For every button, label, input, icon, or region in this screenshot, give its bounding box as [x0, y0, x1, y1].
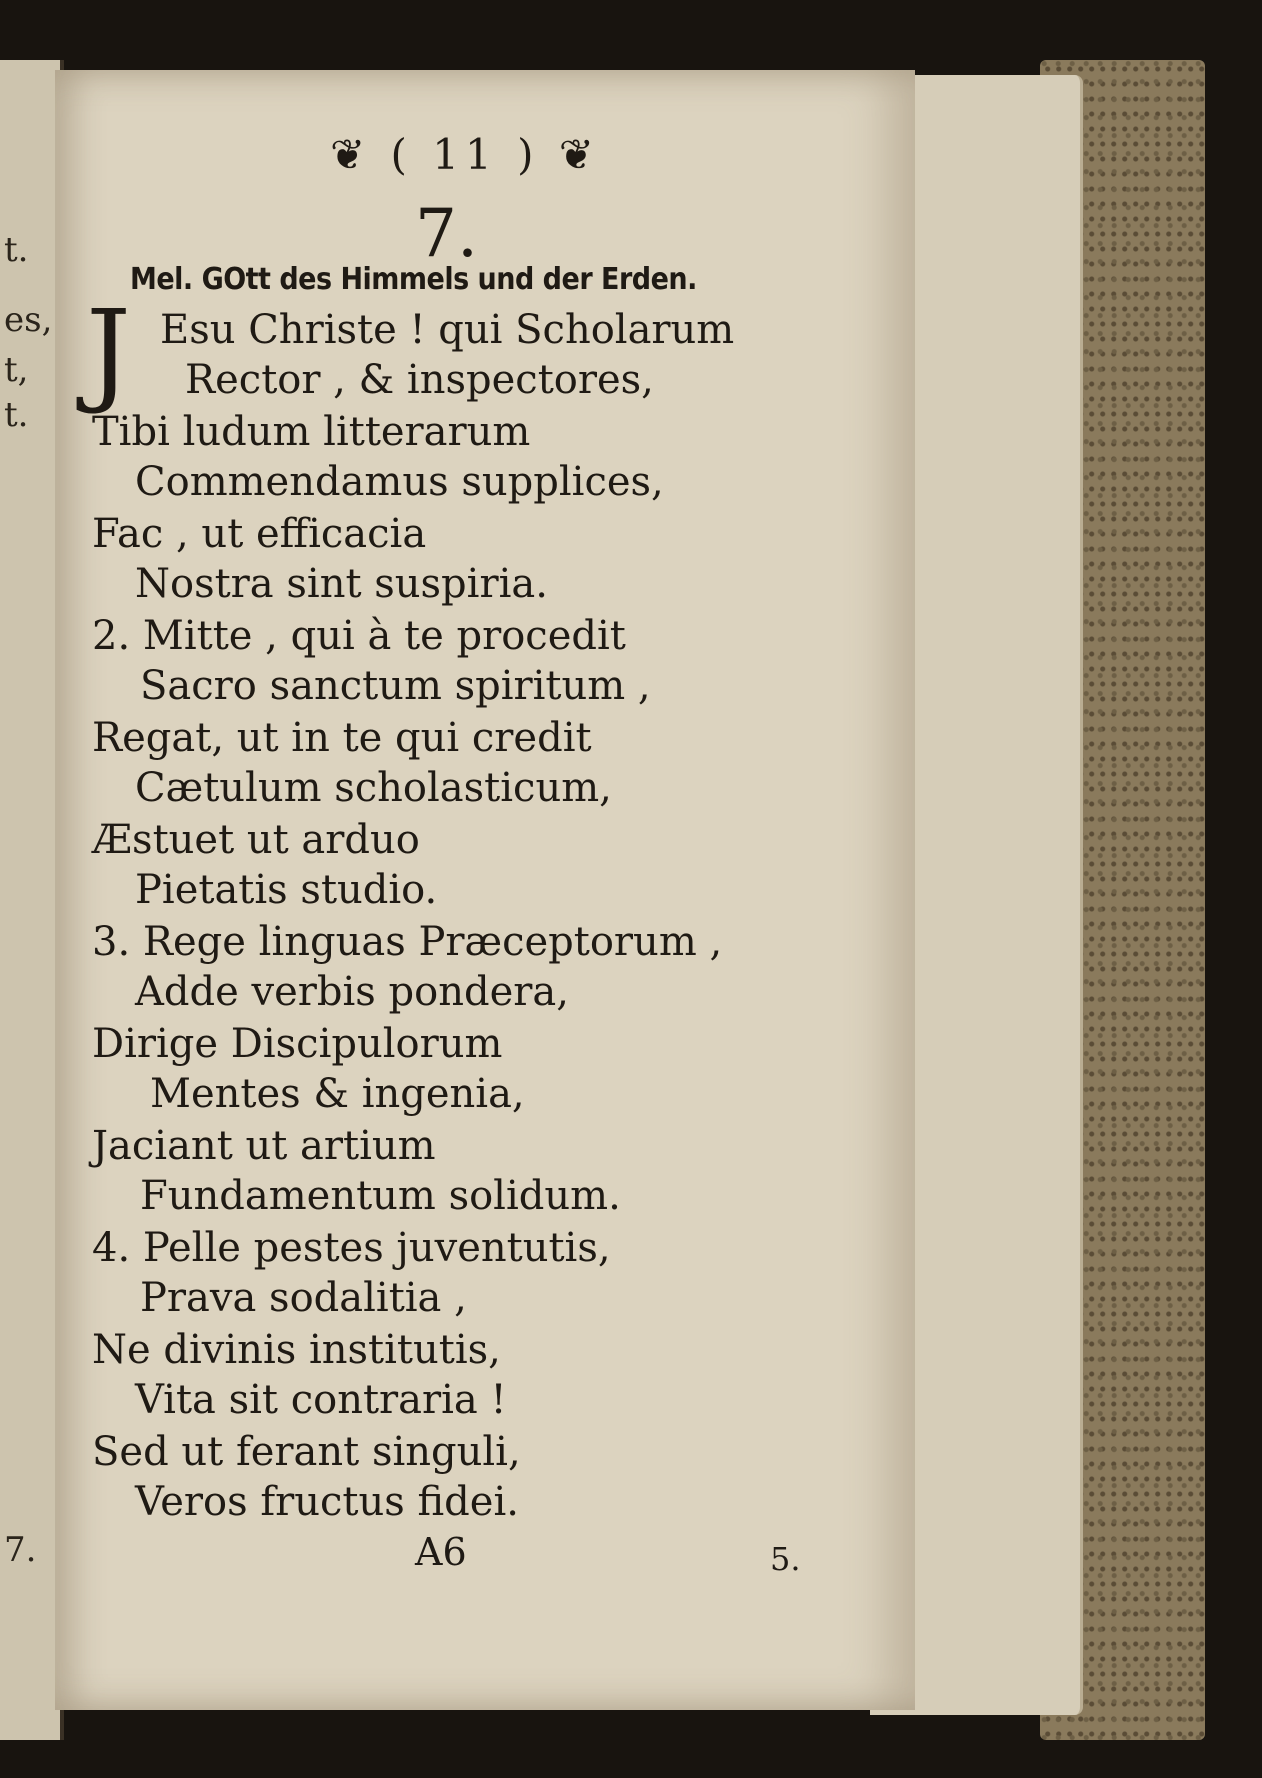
verse-line: Æstuet ut arduo: [92, 817, 420, 863]
verse-line: Fac , ut efficacia: [92, 511, 427, 557]
verse-line: Veros fructus fidei.: [135, 1479, 519, 1525]
verse-line: 3. Rege linguas Præceptorum ,: [92, 919, 723, 965]
drop-cap: J: [86, 287, 131, 417]
verse-line: Regat, ut in te qui credit: [92, 715, 592, 761]
verse-line: Prava sodalitia ,: [140, 1275, 467, 1321]
verse-line: Rector , & inspectores,: [185, 357, 654, 403]
verse-line: Tibi ludum litterarum: [92, 409, 531, 455]
verse-line: Mentes & ingenia,: [150, 1071, 525, 1117]
verse-line: Cætulum scholasticum,: [135, 765, 612, 811]
verse-line: Vita sit contraria !: [135, 1377, 507, 1423]
verse-line: Pietatis studio.: [135, 867, 438, 913]
hymn-number: 7.: [415, 195, 478, 272]
left-fragment: es,: [4, 300, 53, 340]
verse-line: Adde verbis pondera,: [135, 969, 569, 1015]
verse-line: Esu Christe ! qui Scholarum: [160, 307, 735, 353]
verse-line: Commendamus supplices,: [135, 459, 664, 505]
left-fragment: t.: [4, 395, 29, 435]
verse-line: Ne divinis institutis,: [92, 1327, 501, 1373]
show-through-text: [640, 260, 840, 1360]
verse-line: Jaciant ut artium: [92, 1123, 436, 1169]
left-fragment: 7.: [4, 1530, 37, 1570]
left-page-margin-text: [0, 0, 60, 1778]
left-fragment: t.: [4, 230, 29, 270]
left-fragment: t,: [4, 350, 29, 390]
page-header: ❦ ( 11 ) ❦: [330, 130, 600, 179]
verse-line: Sacro sanctum spiritum ,: [140, 663, 651, 709]
melody-line: Mel. GOtt des Himmels und der Erden.: [130, 262, 697, 297]
verse-line: 2. Mitte , qui à te procedit: [92, 613, 626, 659]
verse-line: Fundamentum solidum.: [140, 1173, 621, 1219]
catchword: 5.: [770, 1540, 801, 1578]
verse-line: Dirige Discipulorum: [92, 1021, 503, 1067]
verse-line: Nostra sint suspiria.: [135, 561, 548, 607]
verse-line: Sed ut ferant singuli,: [92, 1429, 521, 1475]
verse-line: 4. Pelle pestes juventutis,: [92, 1225, 611, 1271]
signature-mark: A6: [415, 1530, 467, 1574]
